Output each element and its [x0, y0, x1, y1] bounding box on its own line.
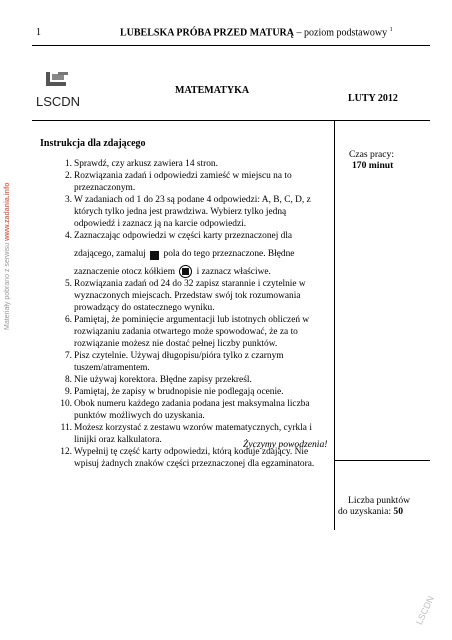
time-value: 170 minut — [352, 160, 394, 171]
list-item: 4. Zaznaczając odpowiedzi w części karty przeznaczonej dla zdającego, zamaluj pola do tego przeznaczone. Błędne zaznaczenie otocz kółkiem i zaznacz właściwe. — [64, 231, 295, 277]
column-divider — [334, 120, 335, 460]
points-label: Liczba punktów — [348, 495, 411, 506]
list-item: 10. Obok numeru każdego zadania podana jest maksymalna liczba punktów możliwych do uzyskania. — [60, 399, 310, 421]
list-item: 12. Wypełnij tę część karty odpowiedzi, którą koduje zdający. Nie wpisuj żadnych znaków części przeznaczonej dla egzaminatora. — [60, 447, 315, 469]
column-divider-lower — [334, 460, 335, 530]
subject-title: MATEMATYKA — [175, 85, 250, 96]
watermark: LSCDN — [414, 594, 436, 627]
source-link[interactable]: www.zadania.info — [4, 182, 11, 241]
header-title-bold: LUBELSKA PRÓBA PRZED MATURĄ — [120, 27, 295, 39]
list-item: 6. Pamiętaj, że pominięcie argumentacji lub istotnych obliczeń w rozwiązaniu zadania otwartego może spowodować, że za to rozwiązanie możesz nie dostać pełnej liczby punktów. — [64, 315, 310, 349]
list-item: 2. Rozwiązania zadań i odpowiedzi zamieść w miejscu na to przeznaczonym. — [64, 171, 292, 193]
instructions-title: Instrukcja dla zdającego — [40, 138, 146, 149]
list-item: 5. Rozwiązania zadań od 24 do 32 zapisz starannie i czytelnie w wyznaczonych miejscach. Przedstaw swój tok rozumowania prowadzący do ostatecznego wyniku. — [64, 279, 306, 313]
source-note: Materiały pobrano z serwisu www.zadania.info — [4, 182, 11, 330]
exam-date: LUTY 2012 — [348, 93, 398, 104]
list-item: 8. Nie używaj korektora. Błędne zapisy przekreśl. — [64, 375, 252, 385]
time-label: Czas pracy: — [349, 149, 395, 160]
lscdn-logo — [36, 72, 81, 112]
points-value-line — [338, 506, 403, 517]
header-rule — [32, 45, 430, 46]
header-footnote-mark: 1 — [389, 27, 393, 33]
circled-square-icon — [179, 265, 192, 278]
list-item: 7. Pisz czytelnie. Używaj długopisu/pióra tylko z czarnym tuszem/atramentem. — [64, 351, 284, 373]
points-value: 50 — [393, 506, 404, 517]
list-item: 3. W zadaniach od 1 do 23 są podane 4 odpowiedzi: A, B, C, D, z których tylko jedna jest prawdziwa. Wybierz tylko jedną odpowiedź i zaznacz ją na karcie odpowiedzi. — [64, 195, 311, 229]
list-item: 1. Sprawdź, czy arkusz zawiera 14 stron. — [64, 159, 218, 169]
table-top-rule — [32, 120, 430, 121]
points-value-label: do uzyskania: — [338, 506, 394, 517]
page-header-title — [120, 27, 393, 38]
instructions-list — [58, 158, 320, 470]
good-luck-text: Życzymy powodzenia! — [243, 439, 328, 450]
lscdn-logo-icon — [38, 72, 74, 94]
list-item: 9. Pamiętaj, że zapisy w brudnopisie nie podlegają ocenie. — [64, 387, 284, 397]
header-title-rest: – poziom podstawowy — [294, 27, 388, 39]
logo-text: LSCDN — [36, 94, 81, 109]
side-box-rule — [334, 460, 430, 461]
filled-square-icon — [150, 251, 159, 260]
page-number: 1 — [36, 27, 41, 38]
list-item: 11. Możesz korzystać z zestawu wzorów matematycznych, cyrkla i linijki oraz kalkulatora. — [60, 423, 312, 445]
